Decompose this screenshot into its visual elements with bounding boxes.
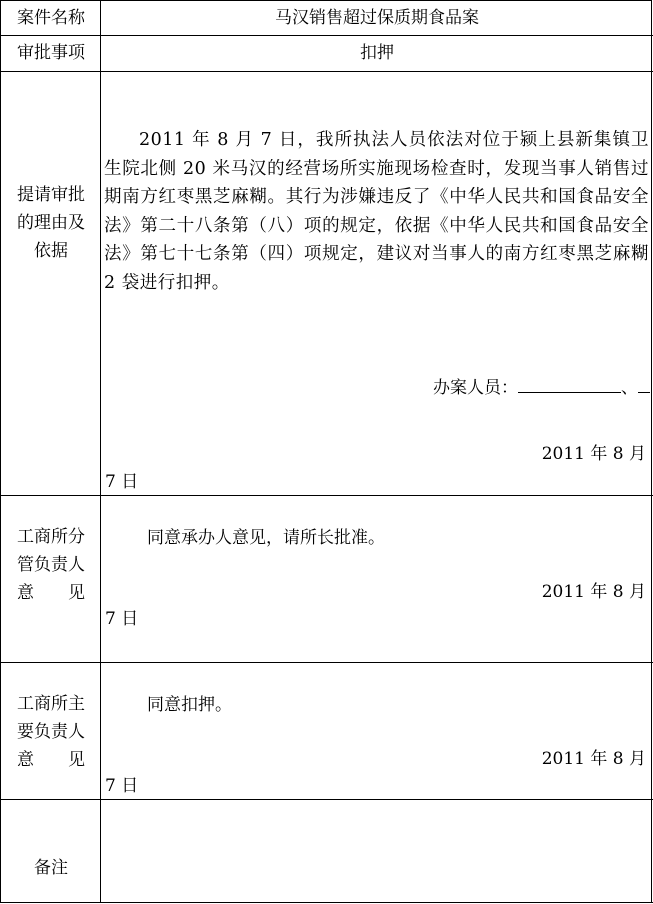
reason-label bbox=[3, 181, 99, 265]
row-divider bbox=[1, 799, 653, 800]
branch-date-line1: 2011 年 8 月 bbox=[541, 582, 646, 602]
handler-signature-blank-2 bbox=[638, 375, 650, 393]
row-divider bbox=[1, 495, 653, 496]
branch-opinion-label bbox=[3, 523, 99, 607]
reason-text: 2011 年 8 月 7 日，我所执法人员依法对位于颍上县新集镇卫生院北侧 20 米马汉的经营场所实施现场检查时，发现当事人销售过期南方红枣黑芝麻糊。其行为涉嫌违反了《中华人民共和国食品安全法》第二十八条第（八）项的规定，依据《中华人民共和国食品安全法》第七十七条第（四）项规定，建议对当事人的南方红枣黑芝麻糊 2 袋进行扣押。 bbox=[104, 130, 649, 293]
branch-label-line: 工商所分 bbox=[17, 527, 85, 547]
row-divider bbox=[1, 35, 653, 36]
case-name-value: 马汉销售超过保质期食品案 bbox=[275, 8, 479, 28]
handler-separator: 、 bbox=[621, 378, 638, 398]
chief-label-line: 意 见 bbox=[17, 750, 85, 770]
approval-item-value: 扣押 bbox=[360, 43, 394, 63]
reason-date-line2: 7 日 bbox=[105, 472, 139, 492]
handler-label: 办案人员： bbox=[433, 378, 518, 398]
column-divider bbox=[100, 1, 101, 903]
chief-label-line: 要负责人 bbox=[17, 722, 85, 742]
handler-signature-blank bbox=[518, 375, 621, 393]
branch-label-line: 管负责人 bbox=[17, 555, 85, 575]
row-divider bbox=[1, 662, 653, 663]
chief-opinion-label bbox=[3, 690, 99, 774]
branch-opinion-text: 同意承办人意见，请所长批准。 bbox=[147, 528, 385, 548]
chief-date-line2: 7 日 bbox=[105, 776, 139, 796]
branch-date-line2: 7 日 bbox=[105, 609, 139, 629]
reason-label-line: 提请审批 bbox=[17, 185, 85, 205]
reason-date-line1: 2011 年 8 月 bbox=[541, 444, 646, 464]
column-divider bbox=[651, 1, 652, 903]
reason-label-line: 依据 bbox=[34, 241, 68, 261]
approval-item-label: 审批事项 bbox=[17, 43, 85, 63]
reason-label-line: 的理由及 bbox=[17, 213, 85, 233]
remarks-label: 备注 bbox=[34, 858, 68, 878]
branch-label-line: 意 见 bbox=[17, 583, 85, 603]
handler-signature-line bbox=[433, 374, 650, 402]
row-divider bbox=[1, 902, 653, 903]
chief-label-line: 工商所主 bbox=[17, 694, 85, 714]
row-divider bbox=[1, 71, 653, 72]
chief-date-line1: 2011 年 8 月 bbox=[541, 749, 646, 769]
chief-opinion-text: 同意扣押。 bbox=[147, 695, 232, 715]
case-name-label: 案件名称 bbox=[17, 8, 85, 28]
